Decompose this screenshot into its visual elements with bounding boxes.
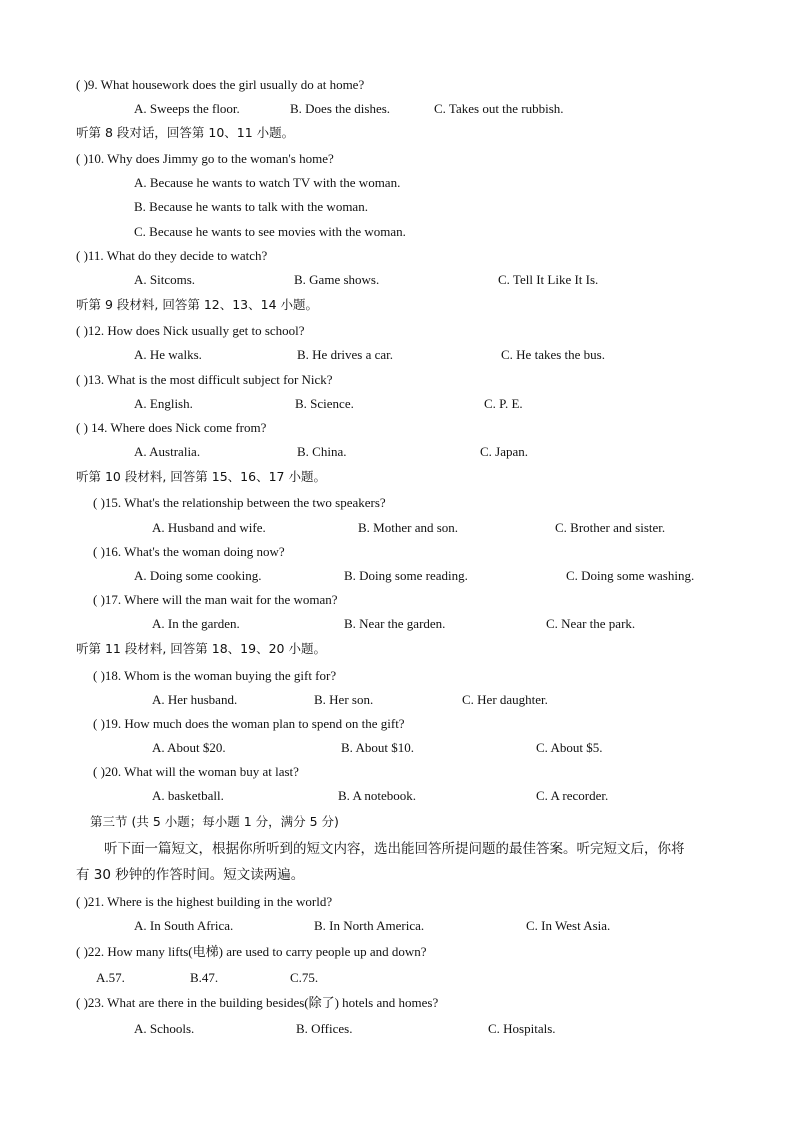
q15-option-b: B. Mother and son. (358, 520, 459, 535)
question-9-stem: ( )9. What housework does the girl usually do at home? (76, 77, 365, 92)
q10-option-b: B. Because he wants to talk with the woman. (134, 199, 368, 214)
q14-option-a: A. Australia. (134, 444, 201, 459)
q11-option-b: B. Game shows. (294, 272, 380, 287)
q16-option-c: C. Doing some washing. (566, 568, 695, 583)
question-23-stem: ( )23. What are there in the building besides(除了) hotels and homes? (76, 995, 439, 1010)
question-11-stem: ( )11. What do they decide to watch? (76, 248, 268, 263)
q14-option-b: B. China. (297, 444, 347, 459)
q19-option-c: C. About $5. (536, 740, 603, 755)
q13-option-b: B. Science. (295, 396, 354, 411)
q20-option-a: A. basketball. (152, 788, 224, 803)
question-15-stem: ( )15. What's the relationship between the two speakers? (93, 495, 386, 510)
q23-option-c: C. Hospitals. (488, 1021, 556, 1036)
q15-option-c: C. Brother and sister. (555, 520, 666, 535)
q9-option-b: B. Does the dishes. (290, 101, 391, 116)
q22-option-a: A.57. (96, 970, 125, 985)
q10-option-a: A. Because he wants to watch TV with the woman. (134, 175, 401, 190)
q18-option-b: B. Her son. (314, 692, 374, 707)
q12-option-b: B. He drives a car. (297, 347, 394, 362)
q20-option-b: B. A notebook. (338, 788, 417, 803)
part-3-instructions-line-2: 有 30 秒钟的作答时间。短文读两遍。 (76, 867, 305, 883)
question-17-stem: ( )17. Where will the man wait for the woman? (93, 592, 338, 607)
question-22-stem: ( )22. How many lifts(电梯) are used to carry people up and down? (76, 944, 427, 959)
q9-option-a: A. Sweeps the floor. (134, 101, 240, 116)
question-20-stem: ( )20. What will the woman buy at last? (93, 764, 299, 779)
q18-option-a: A. Her husband. (152, 692, 238, 707)
q12-option-a: A. He walks. (134, 347, 202, 362)
q14-option-c: C. Japan. (480, 444, 529, 459)
q13-option-c: C. P. E. (484, 396, 523, 411)
question-21-stem: ( )21. Where is the highest building in the world? (76, 894, 333, 909)
q21-option-c: C. In West Asia. (526, 918, 611, 933)
q17-option-a: A. In the garden. (152, 616, 240, 631)
q11-option-c: C. Tell It Like It Is. (498, 272, 599, 287)
section-8-heading: 听第 8 段对话，回答第 10、11 小题。 (76, 125, 295, 140)
part-3-instructions-line-1: 听下面一篇短文，根据你所听到的短文内容，选出能回答所提问题的最佳答案。听完短文后，你将 (104, 841, 685, 857)
q21-option-b: B. In North America. (314, 918, 425, 933)
q9-option-c: C. Takes out the rubbish. (434, 101, 564, 116)
q19-option-b: B. About $10. (341, 740, 414, 755)
q19-option-a: A. About $20. (152, 740, 226, 755)
section-11-heading: 听第 11 段材料, 回答第 18、19、20 小题。 (76, 641, 326, 656)
question-18-stem: ( )18. Whom is the woman buying the gift for? (93, 668, 337, 683)
q22-option-b: B.47. (190, 970, 219, 985)
question-19-stem: ( )19. How much does the woman plan to spend on the gift? (93, 716, 405, 731)
q15-option-a: A. Husband and wife. (152, 520, 266, 535)
question-12-stem: ( )12. How does Nick usually get to school? (76, 323, 305, 338)
question-16-stem: ( )16. What's the woman doing now? (93, 544, 285, 559)
question-13-stem: ( )13. What is the most difficult subject for Nick? (76, 372, 333, 387)
q18-option-c: C. Her daughter. (462, 692, 548, 707)
question-14-stem: ( ) 14. Where does Nick come from? (76, 420, 267, 435)
q11-option-a: A. Sitcoms. (134, 272, 196, 287)
section-9-heading: 听第 9 段材料, 回答第 12、13、14 小题。 (76, 297, 319, 312)
q16-option-a: A. Doing some cooking. (134, 568, 262, 583)
q23-option-a: A. Schools. (134, 1021, 195, 1036)
q21-option-a: A. In South Africa. (134, 918, 234, 933)
q10-option-c: C. Because he wants to see movies with the woman. (134, 224, 406, 239)
q13-option-a: A. English. (134, 396, 193, 411)
q12-option-c: C. He takes the bus. (501, 347, 605, 362)
q20-option-c: C. A recorder. (536, 788, 609, 803)
q17-option-b: B. Near the garden. (344, 616, 446, 631)
part-3-title: 第三节 (共 5 小题；每小题 1 分，满分 5 分) (90, 814, 339, 829)
q23-option-b: B. Offices. (296, 1021, 353, 1036)
question-10-stem: ( )10. Why does Jimmy go to the woman's home? (76, 151, 334, 166)
section-10-heading: 听第 10 段材料, 回答第 15、16、17 小题。 (76, 469, 326, 484)
q22-option-c: C.75. (290, 970, 319, 985)
q17-option-c: C. Near the park. (546, 616, 636, 631)
q16-option-b: B. Doing some reading. (344, 568, 468, 583)
